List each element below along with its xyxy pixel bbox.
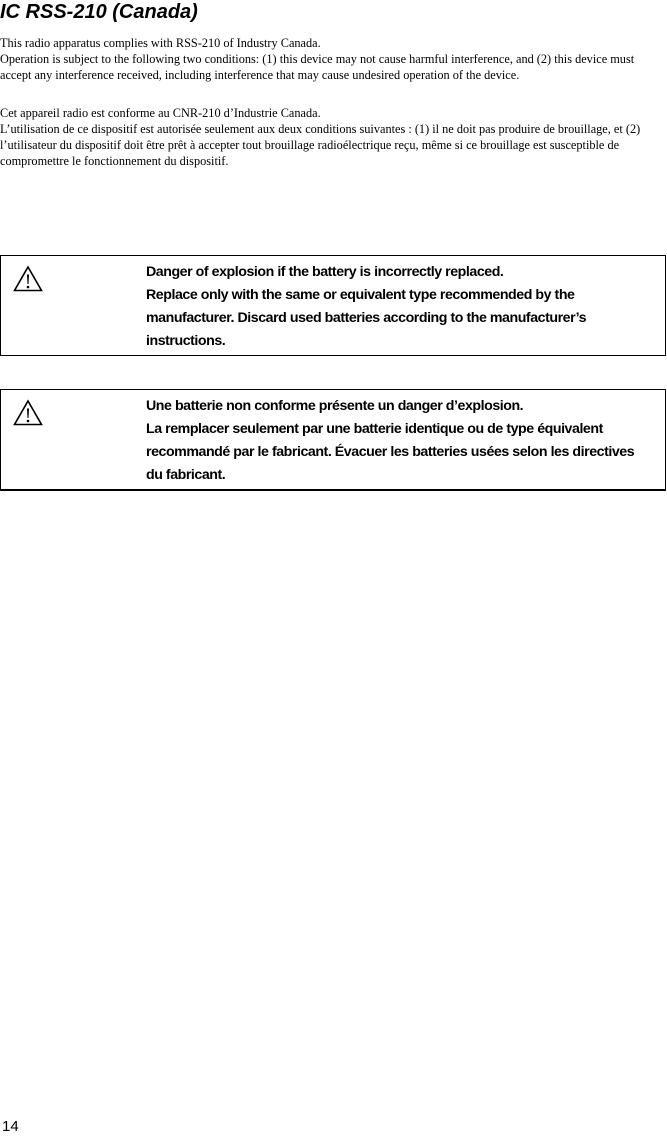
warning-triangle-icon xyxy=(13,399,43,426)
page-title: IC RSS-210 (Canada) xyxy=(0,1,198,23)
battery-warning-french xyxy=(0,389,666,491)
french-compliance-statement: Cet appareil radio est conforme au CNR-210 d’Industrie Canada. xyxy=(0,106,321,120)
english-compliance-statement: This radio apparatus complies with RSS-210 of Industry Canada. xyxy=(0,36,321,50)
french-operating-conditions: L’utilisation de ce dispositif est autorisée seulement aux deux conditions suivantes : (1) il ne doit pas produire de brouillage, et (2) l’utilisateur du dispositif doit être prêt à accepter tout brouillage radioélectrique reçu, même si ce brouillage est susceptible de compromettre le fonctionnement du dispositif. xyxy=(0,122,641,168)
warning-triangle-icon xyxy=(13,265,43,292)
warning-headline: Danger of explosion if the battery is incorrectly replaced. xyxy=(146,264,504,280)
warning-headline: Une batterie non conforme présente un danger d’explosion. xyxy=(146,398,524,414)
page-number: 14 xyxy=(2,1118,19,1135)
battery-warning-english xyxy=(0,255,666,356)
english-operating-conditions: Operation is subject to the following two conditions: (1) this device may not cause harmful interference, and (2) this device must accept any interference received, including interference that may cause undesired operation of the device. xyxy=(0,52,635,82)
warning-text xyxy=(146,261,651,353)
french-compliance-section xyxy=(0,105,666,169)
english-compliance-section xyxy=(0,35,666,83)
warning-instructions: La remplacer seulement par une batterie identique ou de type équivalent recommandé par le fabricant. Évacuer les batteries usées selon les directives du fabricant. xyxy=(146,421,635,483)
warning-instructions: Replace only with the same or equivalent type recommended by the manufacturer. Discard used batteries according to the manufacturer’s instructions. xyxy=(146,287,587,349)
warning-text xyxy=(146,395,651,487)
